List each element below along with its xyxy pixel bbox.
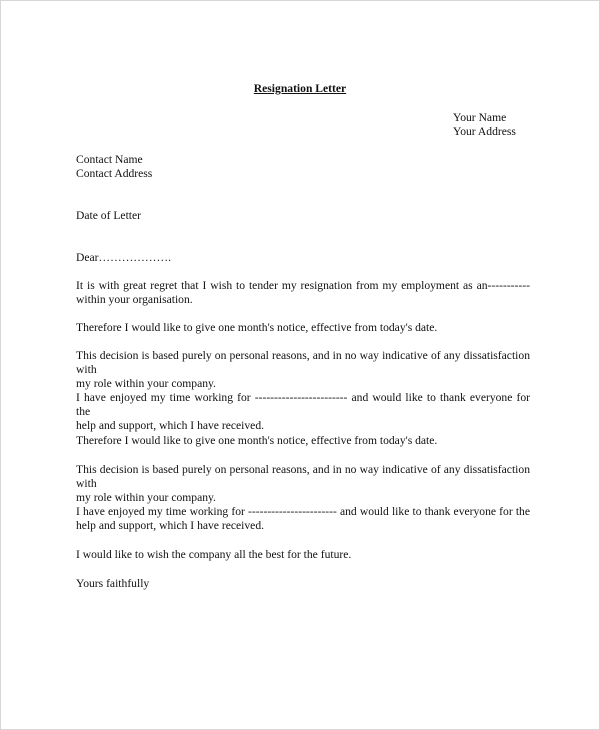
paragraph-line: I would like to wish the company all the best for the future. [76, 548, 352, 561]
paragraph-line: Therefore I would like to give one month's notice, effective from today's date. [76, 434, 438, 447]
paragraph-line: It is with great regret that I wish to tender my resignation from my employment as an----------- [76, 279, 530, 292]
sender-name: Your Name [453, 111, 507, 124]
paragraph-line: my role within your company. [76, 491, 216, 504]
recipient-block [76, 153, 152, 181]
paragraph-line: This decision is based purely on personal reasons, and in no way indicative of any dissatisfaction with [76, 349, 530, 376]
sender-block [453, 111, 516, 139]
paragraph-line: within your organisation. [76, 293, 193, 306]
paragraph-wishes [76, 548, 530, 562]
paragraph-line: my role within your company. [76, 377, 216, 390]
paragraph-reasons [76, 349, 530, 391]
recipient-name: Contact Name [76, 153, 143, 166]
paragraph-reasons-repeat [76, 463, 530, 505]
letter-title: Resignation Letter [253, 82, 347, 95]
paragraph-thanks [76, 391, 530, 433]
paragraph-line: I have enjoyed my time working for ------------------------ and would like to thank everyone for the [76, 391, 530, 418]
paragraph-notice-repeat [76, 434, 530, 448]
closing: Yours faithfully [76, 577, 150, 590]
letter-date: Date of Letter [76, 209, 142, 222]
paragraph-line: This decision is based purely on personal reasons, and in no way indicative of any dissatisfaction with [76, 463, 530, 490]
recipient-address: Contact Address [76, 167, 153, 180]
paragraph-line: help and support, which I have received. [76, 419, 265, 432]
paragraph-line: help and support, which I have received. [76, 519, 265, 532]
paragraph-thanks-repeat [76, 505, 530, 533]
paragraph-line: Therefore I would like to give one month's notice, effective from today's date. [76, 321, 438, 334]
paragraph-notice [76, 321, 530, 335]
salutation: Dear………………. [76, 251, 171, 264]
sender-address: Your Address [453, 125, 516, 138]
paragraph-resignation [76, 279, 530, 307]
paragraph-line: I have enjoyed my time working for ----------------------- and would like to thank everyone for the [76, 505, 530, 518]
